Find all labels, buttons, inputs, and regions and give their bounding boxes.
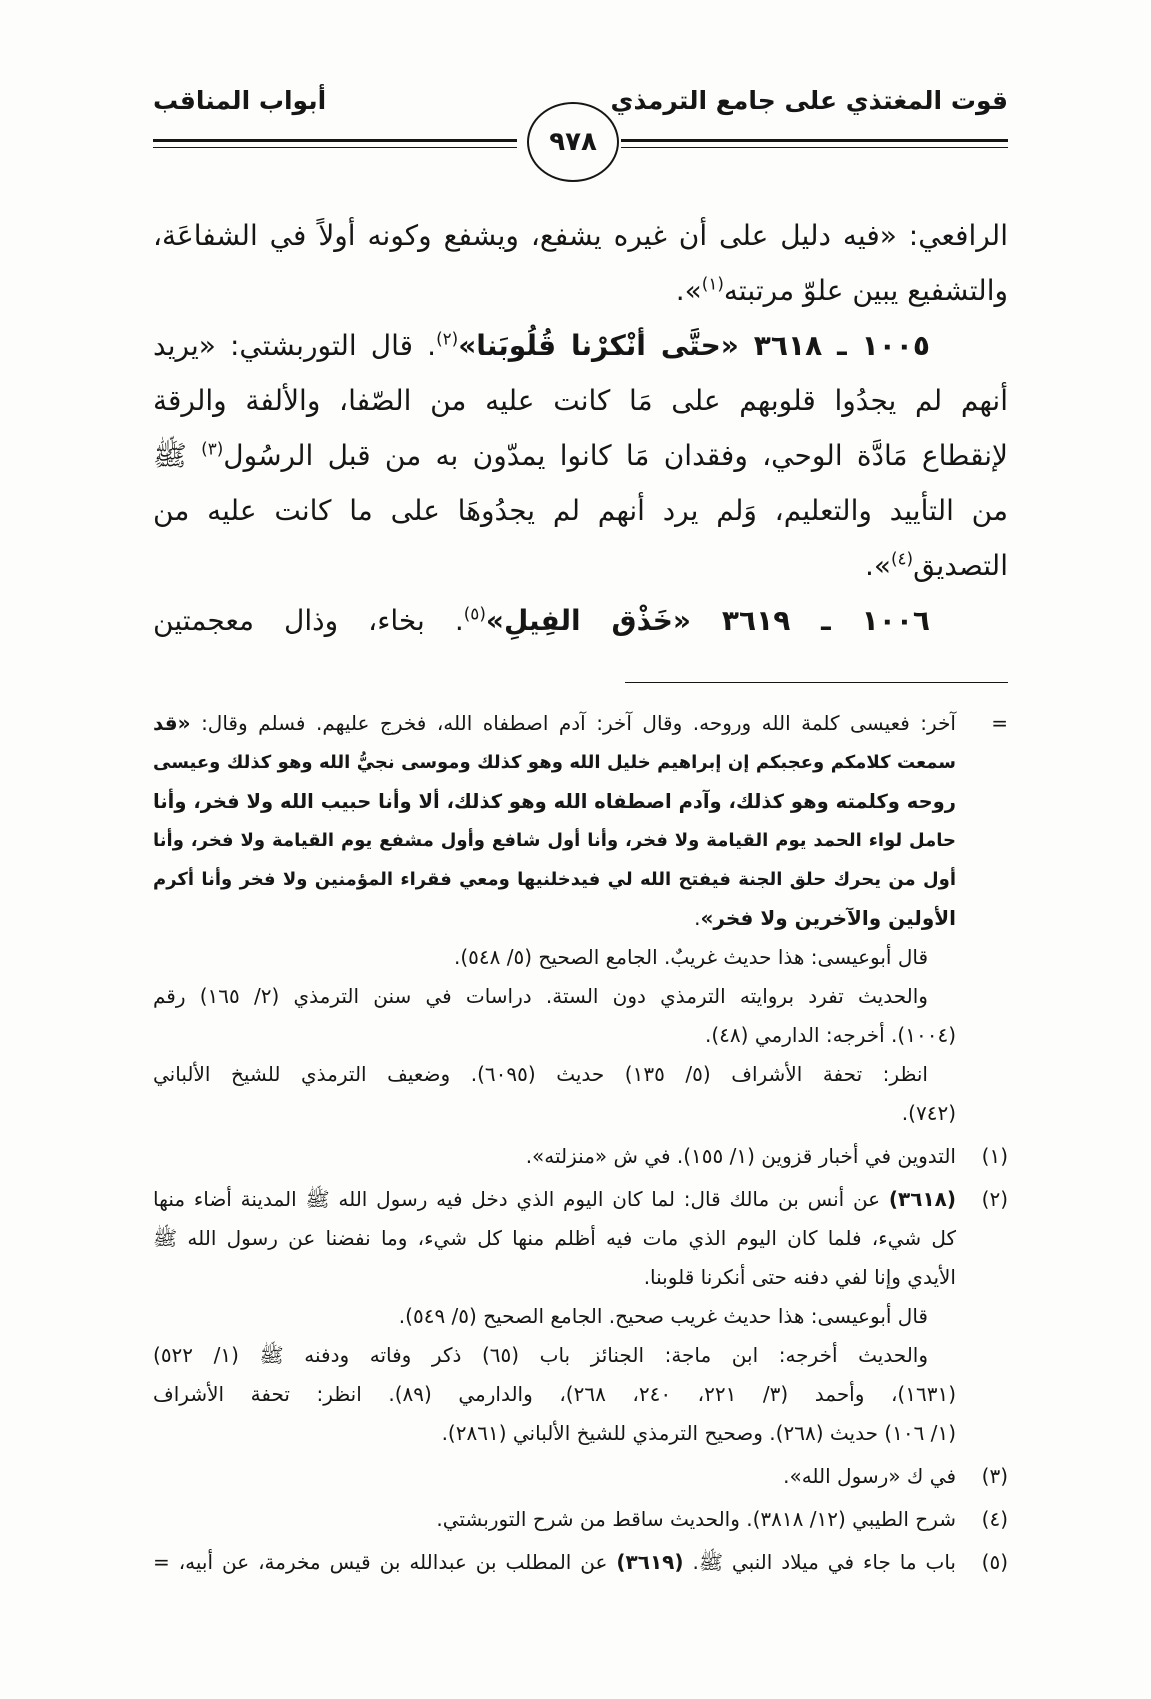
footnote-body [153, 1180, 956, 1453]
footnote-marker: (٢) [981, 1187, 1008, 1211]
text-run: والحديث تفرد بروايته الترمذي دون الستة. دراسات في سنن الترمذي (٢/ ١٦٥) رقم [153, 984, 928, 1008]
bold-text-run: ١٠٠٥ ـ ٣٦١٨ «حتَّى أنْكرْنا قُلُوبَنا» [458, 329, 930, 362]
footnote-reference: (٤) [890, 548, 914, 569]
header-rule [621, 147, 1008, 148]
bold-text-run: (٣٦١٩) [616, 1550, 684, 1574]
footnote-line [153, 1094, 956, 1133]
text-run: التصديق [913, 549, 1008, 582]
main-text-line [153, 208, 1008, 263]
footnote-line [153, 899, 956, 938]
running-header-chapter-title: أبواب المناقب [153, 86, 327, 115]
bold-text-run: روحه وكلمته وهو كذلك، وآدم اصطفاه الله وهو كذلك، ألا وأنا حبيب الله ولا فخر، وأنا [153, 790, 956, 813]
text-run: لإنقطاع مَادَّة الوحي، وفقدان مَا كانوا يمدّون به من قبل الرسُول [223, 439, 1008, 472]
main-text-line [153, 538, 1008, 593]
text-run: أنهم لم يجدُوا قلوبهم على مَا كانت عليه من الصّفا، والألفة والرقة [153, 384, 1008, 417]
footnote-line [153, 1457, 956, 1496]
text-run: . قال التوربشتي: «يريد [153, 329, 437, 362]
footnote-item [153, 704, 1008, 1133]
footnote-reference: (٥) [463, 603, 486, 624]
footnote-marker: = [991, 711, 1008, 735]
footnote-line [153, 1297, 956, 1336]
main-text-line [153, 373, 1008, 428]
footnote-line [153, 1336, 956, 1375]
footnote-body [153, 1543, 956, 1582]
bold-text-run: «قد [153, 711, 191, 735]
text-run: (١/ ١٠٦) حديث (٢٦٨). وصحيح الترمذي للشيخ الألباني (٢٨٦١). [441, 1421, 956, 1445]
footnote-marker: (١) [981, 1144, 1008, 1168]
text-run: والحديث أخرجه: ابن ماجة: الجنائز باب (٦٥) ذكر وفاته ودفنه ﷺ (١/ ٥٢٢) [153, 1343, 929, 1367]
text-run: آخر: فعيسى كلمة الله وروحه. وقال آخر: آدم اصطفاه الله، فخرج عليهم. فسلم وقال: [190, 711, 956, 735]
text-run: عن المطلب بن عبدالله بن قيس مخرمة، عن أبيه، = [153, 1550, 617, 1574]
footnote-reference: (٢) [436, 328, 459, 349]
bold-text-run: (٣٦١٨) [888, 1187, 956, 1211]
header-rule [153, 139, 517, 142]
footnote-item [153, 1543, 1008, 1582]
header-rule [621, 139, 1008, 142]
footnote-line [153, 1414, 956, 1453]
footnote-separator [625, 682, 1008, 683]
footnote-body [153, 704, 956, 1133]
footnote-reference: (١) [701, 273, 724, 294]
footnote-body [153, 1137, 956, 1176]
footnote-line [153, 1219, 956, 1258]
text-run: انظر: تحفة الأشراف (٥/ ١٣٥) حديث (٦٠٩٥). وضعيف الترمذي للشيخ الألباني [153, 1062, 928, 1086]
main-text-line [153, 593, 1008, 648]
running-header-book-title: قوت المغتذي على جامع الترمذي [610, 86, 1008, 115]
footnote-item [153, 1500, 1008, 1539]
footnote-line [153, 821, 956, 860]
text-run: (١٦٣١)، وأحمد (٣/ ٢٢١، ٢٤٠، ٢٦٨)، والدارمي (٨٩). انظر: تحفة الأشراف [153, 1382, 956, 1406]
text-run: . [694, 906, 701, 930]
bold-text-run: الأولين والآخرين ولا فخر» [700, 906, 956, 930]
text-run: الأيدي وإنا لفي دفنه حتى أنكرنا قلوبنا. [643, 1265, 956, 1289]
header-rule [153, 147, 517, 148]
bold-text-run: أول من يحرك حلق الجنة فيفتح الله لي فيدخلنيها ومعي فقراء المؤمنين ولا فخر وأنا أكرم [153, 869, 956, 890]
footnote-marker: (٣) [981, 1464, 1008, 1488]
footnote-line [153, 1258, 956, 1297]
footnote-line [153, 782, 956, 821]
bold-text-run: ١٠٠٦ ـ ٣٦١٩ «خَذْق الفِيلِ» [485, 604, 930, 637]
text-run: (١٠٠٤). أخرجه: الدارمي (٤٨). [705, 1023, 956, 1047]
text-run: التدوين في أخبار قزوين (١/ ١٥٥). في ش «منزلته». [525, 1144, 956, 1168]
footnote-line [153, 1055, 956, 1094]
footnote-line [153, 1500, 956, 1539]
footnote-line [153, 977, 956, 1016]
footnote-line [153, 1016, 956, 1055]
text-run: . بخاء، وذال معجمتين [153, 604, 464, 637]
footnote-line [153, 860, 956, 899]
text-run: باب ما جاء في ميلاد النبي ﷺ. [683, 1550, 956, 1574]
main-text-line [153, 263, 1008, 318]
text-run: (٧٤٢). [901, 1101, 956, 1125]
text-run: ﷺ [153, 439, 202, 472]
footnote-line [153, 938, 956, 977]
footnote-line [153, 1180, 956, 1219]
footnote-line [153, 704, 956, 743]
footnote-item [153, 1137, 1008, 1176]
text-run: والتشفيع يبين علوّ مرتبته [723, 274, 1008, 307]
text-run: كل شيء، فلما كان اليوم الذي مات فيه أظلم منها كل شيء، وما نفضنا عن رسول الله ﷺ [153, 1226, 956, 1250]
text-run: في ك «رسول الله». [783, 1464, 956, 1488]
footnote-body [153, 1457, 956, 1496]
footnote-reference: (٣) [201, 438, 224, 459]
text-run: ». [864, 549, 891, 582]
bold-text-run: سمعت كلامكم وعجبكم إن إبراهيم خليل الله وهو كذلك وموسى نجيُّ الله وهو كذلك وعيسى [153, 752, 956, 773]
footnote-marker: (٥) [981, 1550, 1008, 1574]
footnote-marker: (٤) [981, 1507, 1008, 1531]
footnote-line [153, 1137, 956, 1176]
main-text-line [153, 483, 1008, 538]
footnote-line [153, 1543, 956, 1582]
footnote-item [153, 1457, 1008, 1496]
page-number: ٩٧٨ [549, 127, 597, 157]
text-run: من التأييد والتعليم، وَلم يرد أنهم لم يجدُوهَا على ما كانت عليه من [153, 494, 1008, 527]
footnotes [153, 704, 1008, 1582]
main-text-line [153, 318, 1008, 373]
text-run: الرافعي: «فيه دليل على أن غيره يشفع، ويشفع وكونه أولاً في الشفاعَة، [153, 219, 1008, 252]
footnote-line [153, 1375, 956, 1414]
text-run: قال أبوعيسى: هذا حديث غريبٌ. الجامع الصحيح (٥/ ٥٤٨). [453, 945, 928, 969]
text-run: عن أنس بن مالك قال: لما كان اليوم الذي دخل فيه رسول الله ﷺ المدينة أضاء منها [153, 1187, 889, 1211]
main-text [153, 208, 1008, 648]
text-run: ». [675, 274, 702, 307]
footnote-line [153, 743, 956, 782]
main-text-line [153, 428, 1008, 483]
page-number-badge [527, 102, 619, 182]
footnote-body [153, 1500, 956, 1539]
text-run: شرح الطيبي (١٢/ ٣٨١٨). والحديث ساقط من شرح التوربشتي. [436, 1507, 956, 1531]
bold-text-run: حامل لواء الحمد يوم القيامة ولا فخر، وأنا أول شافع وأول مشفع يوم القيامة ولا فخر، وأنا [153, 830, 956, 851]
footnote-item [153, 1180, 1008, 1453]
text-run: قال أبوعيسى: هذا حديث غريب صحيح. الجامع الصحيح (٥/ ٥٤٩). [398, 1304, 928, 1328]
